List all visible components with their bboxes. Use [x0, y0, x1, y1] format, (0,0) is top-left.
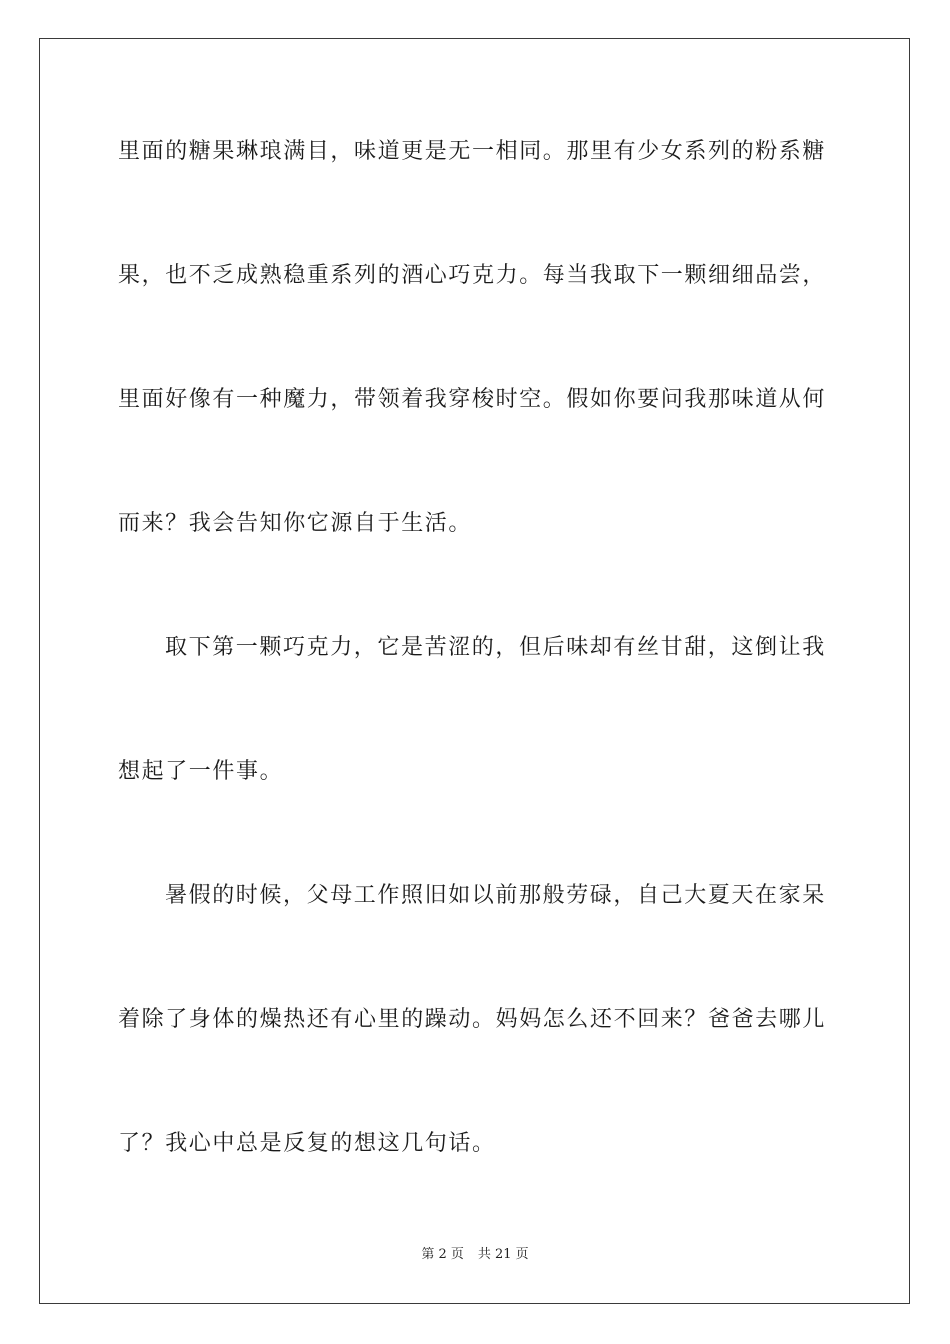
- paragraph-line: 里面好像有一种魔力，带领着我穿梭时空。假如你要问我那味道从何: [118, 387, 827, 412]
- paragraph-line: 取下第一颗巧克力，它是苦涩的，但后味却有丝甘甜，这倒让我: [165, 635, 826, 660]
- paragraph-line: 想起了一件事。: [118, 759, 284, 784]
- page-footer: [0, 1245, 950, 1265]
- page-number: 第 2 页: [421, 1247, 464, 1262]
- page-border: [39, 38, 910, 1304]
- paragraph-line: 果，也不乏成熟稳重系列的酒心巧克力。每当我取下一颗细细品尝，: [118, 263, 827, 288]
- page-total: 共 21 页: [477, 1247, 529, 1262]
- paragraph-line: 着除了身体的燥热还有心里的躁动。妈妈怎么还不回来？爸爸去哪儿: [118, 1007, 827, 1032]
- paragraph-line: 了？我心中总是反复的想这几句话。: [118, 1131, 496, 1156]
- paragraph-line: 而来？我会告知你它源自于生活。: [118, 511, 473, 536]
- paragraph-line: 里面的糖果琳琅满目，味道更是无一相同。那里有少女系列的粉系糖: [118, 139, 827, 164]
- paragraph-line: 暑假的时候，父母工作照旧如以前那般劳碌，自己大夏天在家呆: [165, 883, 826, 908]
